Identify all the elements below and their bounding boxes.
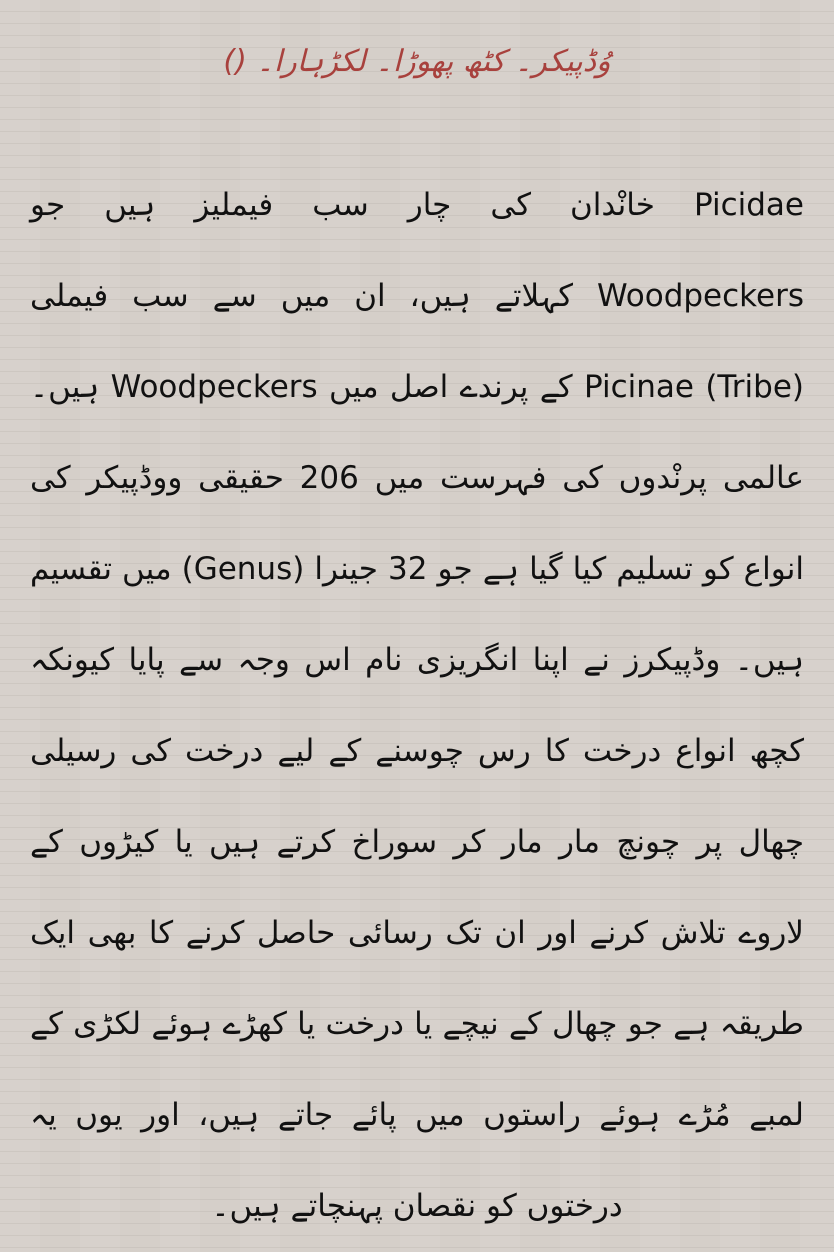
article-body: Picidae خانْدان کی چار سب فیملیز ہیں جو Woodpeckers کہلاتے ہیں، ان میں سے سب فیملی Picinae (Tribe) کے پرندے اصل میں Woodpeckers ہیں۔ عالمی پرنْدوں کی فہرست میں 206 حقیقی ووڈپیکر کی انواع کو تسلیم کیا گیا ہے جو 32 جینرا (Genus) میں تقسیم ہیں۔ وڈپیکرز نے اپنا انگریزی نام اس وجہ سے پایا کیونکہ کچھ انواع درخت کا رس چوسنے کے لیے درخت کی رسیلی چھال پر چونچ مار مار کر سوراخ کرتے ہیں یا کیڑوں کے لاروے تلاش کرنے اور ان تک رسائی حاصل کرنے کا بھی ایک طریقہ ہے جو چھال کے نیچے یا درخت یا کھڑے ہوئے لکڑی کے لمبے مُڑے ہوئے راستوں میں پائے جاتے ہیں، اور یوں یہ درختوں کو نقصان پہنچاتے ہیں۔ — [30, 187, 804, 1224]
article-title: وُڈپیکر۔ کٹھ پھوڑا۔ لکڑہارا۔ () — [223, 44, 611, 79]
